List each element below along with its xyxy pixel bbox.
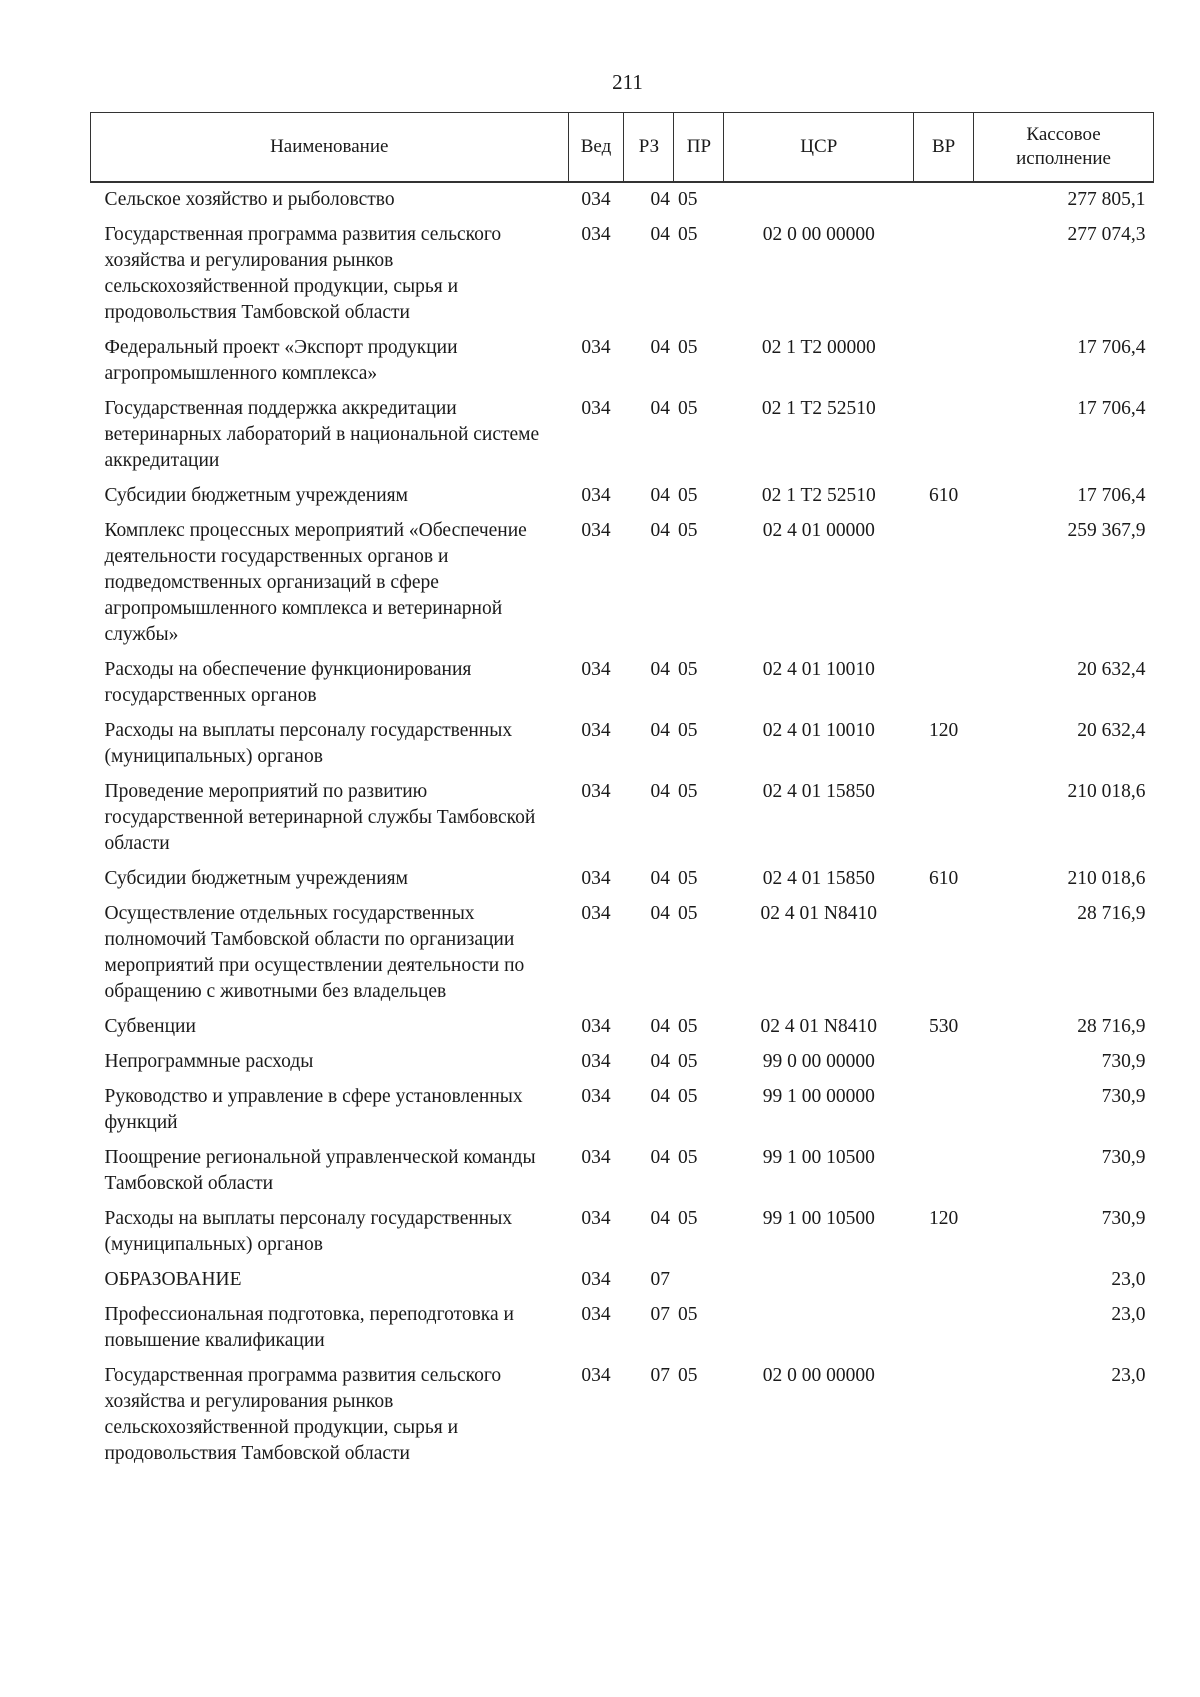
row-pr: 05 (677, 1147, 698, 1168)
table-row (91, 1263, 1154, 1298)
row-name: Комплекс процессных мероприятий «Обеспечение деятельности государственных органов и подведомственных организаций в сфере агропромышленного комплекса и ветеринарной службы» (104, 520, 527, 645)
row-vr: 120 (929, 1208, 959, 1229)
row-vr (914, 775, 974, 862)
row-ved: 034 (581, 1365, 611, 1386)
row-amount: 210 018,6 (1067, 781, 1146, 802)
table-row (91, 479, 1154, 514)
row-name: Поощрение региональной управленческой команды Тамбовской области (104, 1147, 536, 1194)
row-vr (914, 897, 974, 1010)
row-pr: 05 (677, 659, 698, 680)
table-row (91, 514, 1154, 653)
table-row (91, 862, 1154, 897)
row-rz: 07 (650, 1365, 670, 1386)
row-ved: 034 (581, 189, 611, 210)
row-ved: 034 (581, 1086, 611, 1107)
table-row (91, 775, 1154, 862)
row-vr (914, 182, 974, 218)
row-vr (914, 1298, 974, 1359)
row-name: Субсидии бюджетным учреждениям (104, 868, 408, 889)
row-csr: 99 1 00 00000 (762, 1086, 875, 1107)
header-vr: ВР (914, 113, 974, 183)
row-name: Государственная поддержка аккредитации ветеринарных лабораторий в национальной системе аккредитации (104, 398, 540, 471)
row-name: Федеральный проект «Экспорт продукции агропромышленного комплекса» (104, 337, 458, 384)
row-amount: 17 706,4 (1077, 337, 1146, 358)
row-pr: 05 (677, 868, 698, 889)
header-amount: Кассовое исполнение (974, 113, 1154, 183)
row-vr (914, 1045, 974, 1080)
row-pr: 05 (677, 1304, 698, 1325)
row-pr (674, 1263, 724, 1298)
row-name: Профессиональная подготовка, переподготовка и повышение квалификации (104, 1304, 514, 1351)
row-vr (914, 392, 974, 479)
row-pr: 05 (677, 520, 698, 541)
row-name: Сельское хозяйство и рыболовство (104, 189, 395, 210)
row-csr: 02 4 01 N8410 (760, 903, 878, 924)
row-vr (914, 1141, 974, 1202)
row-csr: 02 4 01 15850 (762, 781, 875, 802)
budget-execution-table (90, 112, 1154, 1472)
row-amount: 259 367,9 (1067, 520, 1146, 541)
row-vr: 610 (929, 868, 959, 889)
table-row (91, 1141, 1154, 1202)
table-row (91, 392, 1154, 479)
row-rz: 04 (650, 398, 670, 419)
row-pr: 05 (677, 1086, 698, 1107)
row-name: Субвенции (104, 1016, 196, 1037)
row-rz: 04 (650, 189, 670, 210)
table-row (91, 218, 1154, 331)
row-rz: 04 (650, 720, 670, 741)
row-ved: 034 (581, 1051, 611, 1072)
row-pr: 05 (677, 398, 698, 419)
row-rz: 04 (650, 1208, 670, 1229)
row-rz: 04 (650, 485, 670, 506)
row-amount: 23,0 (1111, 1269, 1146, 1290)
row-amount: 17 706,4 (1077, 398, 1146, 419)
row-vr: 610 (929, 485, 959, 506)
row-vr (914, 218, 974, 331)
row-pr: 05 (677, 189, 698, 210)
row-csr: 02 1 T2 52510 (761, 398, 876, 419)
header-name: Наименование (91, 113, 569, 183)
row-csr (724, 182, 914, 218)
row-ved: 034 (581, 1269, 611, 1290)
row-csr: 99 1 00 10500 (762, 1147, 875, 1168)
page-number: 211 (612, 70, 643, 94)
row-csr: 02 4 01 10010 (762, 720, 875, 741)
row-csr: 02 1 T2 00000 (761, 337, 876, 358)
row-name: ОБРАЗОВАНИЕ (104, 1269, 242, 1290)
row-ved: 034 (581, 224, 611, 245)
row-amount: 730,9 (1101, 1086, 1146, 1107)
row-pr: 05 (677, 720, 698, 741)
row-name: Государственная программа развития сельского хозяйства и регулирования рынков сельскохозяйственной продукции, сырья и продовольствия Тамбовской области (104, 1365, 502, 1464)
row-name: Государственная программа развития сельского хозяйства и регулирования рынков сельскохозяйственной продукции, сырья и продовольствия Тамбовской области (104, 224, 502, 323)
table-row (91, 182, 1154, 218)
row-rz: 04 (650, 868, 670, 889)
row-amount: 730,9 (1101, 1208, 1146, 1229)
row-csr: 02 4 01 N8410 (760, 1016, 878, 1037)
row-pr: 05 (677, 903, 698, 924)
row-csr: 02 0 00 00000 (762, 224, 875, 245)
row-pr: 05 (677, 781, 698, 802)
table-body (91, 182, 1154, 1472)
row-ved: 034 (581, 520, 611, 541)
row-ved: 034 (581, 659, 611, 680)
row-amount: 23,0 (1111, 1304, 1146, 1325)
row-csr (724, 1263, 914, 1298)
table-row (91, 331, 1154, 392)
table-row (91, 1010, 1154, 1045)
row-csr: 02 4 01 10010 (762, 659, 875, 680)
row-amount: 730,9 (1101, 1147, 1146, 1168)
row-rz: 04 (650, 1016, 670, 1037)
row-amount: 277 805,1 (1067, 189, 1146, 210)
row-ved: 034 (581, 1147, 611, 1168)
table-row (91, 1202, 1154, 1263)
row-vr (914, 1080, 974, 1141)
row-amount: 730,9 (1101, 1051, 1146, 1072)
row-name: Субсидии бюджетным учреждениям (104, 485, 408, 506)
row-name: Осуществление отдельных государственных полномочий Тамбовской области по организации мероприятий при осуществлении деятельности по обращению с животными без владельцев (104, 903, 525, 1002)
row-amount: 23,0 (1111, 1365, 1146, 1386)
row-rz: 04 (650, 781, 670, 802)
table-row (91, 1359, 1154, 1472)
table-row (91, 897, 1154, 1010)
row-ved: 034 (581, 781, 611, 802)
row-ved: 034 (581, 1208, 611, 1229)
row-vr: 120 (929, 720, 959, 741)
table-row (91, 1298, 1154, 1359)
row-vr (914, 331, 974, 392)
row-rz: 04 (650, 1086, 670, 1107)
row-ved: 034 (581, 720, 611, 741)
row-pr: 05 (677, 1365, 698, 1386)
row-vr: 530 (929, 1016, 959, 1037)
table-row (91, 653, 1154, 714)
row-pr: 05 (677, 1208, 698, 1229)
row-ved: 034 (581, 868, 611, 889)
row-vr (914, 514, 974, 653)
row-rz: 04 (650, 903, 670, 924)
row-ved: 034 (581, 1016, 611, 1037)
header-rz: РЗ (624, 113, 674, 183)
row-csr (724, 1298, 914, 1359)
row-name: Расходы на выплаты персоналу государственных (муниципальных) органов (104, 1208, 513, 1255)
header-ved: Вед (568, 113, 624, 183)
row-ved: 034 (581, 485, 611, 506)
row-name: Руководство и управление в сфере установленных функций (104, 1086, 523, 1133)
row-amount: 20 632,4 (1077, 720, 1146, 741)
table-row (91, 1080, 1154, 1141)
row-rz: 07 (650, 1269, 670, 1290)
row-pr: 05 (677, 485, 698, 506)
row-pr: 05 (677, 1051, 698, 1072)
row-csr: 02 0 00 00000 (762, 1365, 875, 1386)
header-csr: ЦСР (724, 113, 914, 183)
row-rz: 04 (650, 1147, 670, 1168)
row-pr: 05 (677, 224, 698, 245)
row-pr: 05 (677, 337, 698, 358)
row-name: Расходы на выплаты персоналу государственных (муниципальных) органов (104, 720, 513, 767)
row-amount: 17 706,4 (1077, 485, 1146, 506)
row-vr (914, 653, 974, 714)
row-name: Расходы на обеспечение функционирования государственных органов (104, 659, 472, 706)
row-rz: 04 (650, 520, 670, 541)
row-amount: 20 632,4 (1077, 659, 1146, 680)
row-rz: 04 (650, 337, 670, 358)
row-csr: 99 0 00 00000 (762, 1051, 875, 1072)
row-ved: 034 (581, 903, 611, 924)
row-amount: 210 018,6 (1067, 868, 1146, 889)
table-row (91, 714, 1154, 775)
row-csr: 02 1 T2 52510 (761, 485, 876, 506)
row-rz: 04 (650, 1051, 670, 1072)
table-header (91, 113, 1154, 183)
row-csr: 99 1 00 10500 (762, 1208, 875, 1229)
row-pr: 05 (677, 1016, 698, 1037)
row-rz: 04 (650, 224, 670, 245)
row-ved: 034 (581, 337, 611, 358)
row-csr: 02 4 01 15850 (762, 868, 875, 889)
row-amount: 277 074,3 (1067, 224, 1146, 245)
row-vr (914, 1359, 974, 1472)
row-rz: 04 (650, 659, 670, 680)
table-row (91, 1045, 1154, 1080)
row-name: Непрограммные расходы (104, 1051, 314, 1072)
row-vr (914, 1263, 974, 1298)
row-csr: 02 4 01 00000 (762, 520, 875, 541)
row-amount: 28 716,9 (1077, 903, 1146, 924)
header-pr: ПР (674, 113, 724, 183)
row-ved: 034 (581, 1304, 611, 1325)
row-ved: 034 (581, 398, 611, 419)
row-amount: 28 716,9 (1077, 1016, 1146, 1037)
row-rz: 07 (650, 1304, 670, 1325)
row-name: Проведение мероприятий по развитию государственной ветеринарной службы Тамбовской области (104, 781, 536, 854)
